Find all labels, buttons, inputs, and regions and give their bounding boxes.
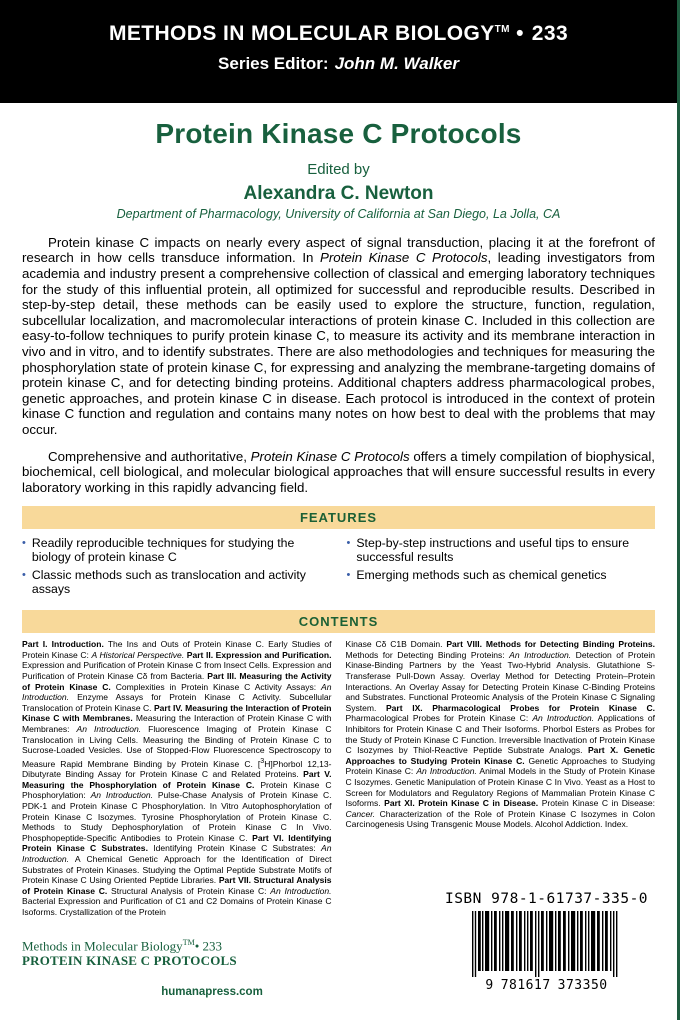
series-editor-line bbox=[0, 54, 677, 74]
description-paragraph-2 bbox=[22, 449, 655, 496]
series-editor-name: John M. Walker bbox=[334, 54, 459, 74]
feature-text: Classic methods such as translocation and activity assays bbox=[31, 568, 306, 597]
trademark-symbol: TM bbox=[494, 24, 510, 35]
bullet-icon: • bbox=[346, 569, 351, 582]
feature-text: Emerging methods such as chemical genetics bbox=[356, 568, 607, 583]
series-volume: 233 bbox=[531, 22, 569, 45]
description-paragraph-1 bbox=[22, 235, 655, 438]
series-separator: • bbox=[516, 22, 526, 45]
isbn-area bbox=[444, 891, 649, 994]
contents-right-column: Kinase Cδ C1B Domain. Part VIII. Methods for Detecting Binding Proteins. Methods for Detecting Binding Proteins: An Introduction. Detection of Protein Kinase-Binding Partners by the Yeast Two-Hybrid Analysis. Glutathione S-Transferase Pull-Down Assay. Overlay Method for Detecting Protein–Protein Interactions. An Overlay Assay for Detecting Protein Kinase C-Binding Proteins and Substrates. Functional Proteomic Analysis of the Protein Kinase C Signaling System. Part IX. Pharmacological Probes for Protein Kinase C. Pharmacological Probes for Protein Kinase C: An Introduction. Applications of Inhibitors for Protein Kinase C and Their Isoforms. Phorbol Esters as Probes for the Study of Protein Kinase C Function. Irreversible Inactivation of Protein Kinase C Isozymes by Thiol-Reactive Peptide Substrate Analogs. Part X. Genetic Approaches to Studying Protein Kinase C. Genetic Approaches to Studying Protein Kinase C: An Introduction. Animal Models in the Study of Protein Kinase C Isozymes. Genetic Manipulation of Protein Kinase C In Vivo. Yeast as a Host to Screen for Modulators and Regulatory Regions of Mammalian Protein Kinase C Isoforms. Part XI. Protein Kinase C in Disease. Protein Kinase C in Disease: Cancer. Characterization of the Role of Protein Kinase C Isozymes in Colon Carcinogenesis Using Transgenic Mouse Models. Alcohol Addiction. Index. bbox=[345, 639, 656, 830]
desc-p1-part2: , leading investigators from academia and industry present a comprehensive collection of classical and emerging laboratory techniques for the study of this influential protein, all optimized for successful and reproducible results. Described in step-by-step detail, these methods can be easily used to explore the structure, function, regulation, subcellular localization, and macromolecular interactions of protein kinase C. Included in this collection are easy-to-follow techniques to purify protein kinase C, to measure its activity and its membrane interaction in vivo and in vitro, and to identify substrates. There are also methodologies and techniques for measuring the phosphorylation state of protein kinase C, for expressing and analyzing the membrane-targeting domains of protein kinase C, and for detecting binding proteins. Additional chapters address pharmacological probes, genetic approaches, and protein kinase C in disease. Each protocol is introduced in the context of protein kinase C function and regulation and contains many notes on how best to deal with the problems that may occur. bbox=[22, 250, 655, 437]
bullet-icon: • bbox=[22, 537, 26, 550]
features-list bbox=[22, 536, 655, 600]
desc-p2-part1: Comprehensive and authoritative, bbox=[48, 448, 251, 464]
barcode bbox=[472, 911, 622, 993]
series-title-line bbox=[0, 22, 677, 45]
list-item bbox=[347, 536, 656, 564]
list-item bbox=[347, 568, 656, 582]
series-editor-label: Series Editor: bbox=[218, 54, 329, 74]
feature-text: Step-by-step instructions and useful tips to ensure successful results bbox=[356, 536, 630, 565]
trademark-symbol: TM bbox=[182, 937, 195, 947]
series-title: METHODS IN MOLECULAR BIOLOGY bbox=[108, 22, 495, 45]
features-left-column bbox=[22, 536, 331, 600]
bullet-icon: • bbox=[346, 537, 351, 550]
edited-by-label: Edited by bbox=[307, 160, 370, 178]
title-block bbox=[0, 103, 677, 221]
desc-p2-italic: Protein Kinase C Protocols bbox=[250, 448, 410, 464]
isbn-text bbox=[444, 891, 649, 907]
contents-left-column: Part I. Introduction. The Ins and Outs of Protein Kinase C. Early Studies of Protein Kinase C: A Historical Perspective. Part II. Expression and Purification. Expression and Purification of Protein Kinase C from Insect Cells. Expression and Purification of Protein Kinase Cδ from Bacteria. Part III. Measuring the Activity of Protein Kinase C. Complexities in Protein Kinase C Activity Assays: An Introduction. Enzyme Assays for Protein Kinase C Activity. Subcellular Translocation of Protein Kinase C. Part IV. Measuring the Interaction of Protein Kinase C with Membranes. Measuring the Interaction of Protein Kinase C with Membranes: An Introduction. Fluorescence Imaging of Protein Kinase C Translocation in Living Cells. Measuring the Binding of Protein Kinase C to Sucrose-Loaded Vesicles. Use of Stopped-Flow Fluorescence Spectroscopy to Measure Rapid Membrane Binding by Protein Kinase C. [$^3$H]Phorbol 12,13-Dibutyrate Binding Assay for Protein Kinase C and Related Proteins. Part V. Measuring the Phosphorylation of Protein Kinase C. Protein Kinase C Phosphorylation: An Introduction. Pulse-Chase Analysis of Protein Kinase C. PDK-1 and Protein Kinase C Phosphorylation. In Vitro Autophosphorylation of Protein Kinase C Isozymes. Tyrosine Phosphorylation of Protein Kinase C. Methods to Study Dephosphorylation of Protein Kinase C In Vivo. Phosphopeptide-Specific Antibodies to Protein Kinase C. Part VI. Identifying Protein Kinase C Substrates. Identifying Protein Kinase C Substrates: An Introduction. A Chemical Genetic Approach for the Identification of Direct Substrates of Protein Kinases. Studying the Optimal Peptide Substrate Motifs of Protein Kinase C Using Oriented Peptide Libraries. Part VII. Structural Analysis of Protein Kinase C. Structural Analysis of Protein Kinase C: An Introduction. Bacterial Expression and Purification of C1 and C2 Domains of Protein Kinase C Isoforms. Crystallization of the Protein bbox=[22, 639, 332, 917]
isbn-number: 978-1-61737-335-0 bbox=[491, 891, 649, 907]
footer-series-volume: 233 bbox=[202, 938, 222, 953]
features-heading: FEATURES bbox=[22, 506, 655, 529]
description-text bbox=[22, 235, 655, 496]
barcode-digit-left: 9 bbox=[485, 978, 494, 993]
footer-book-title: PROTEIN KINASE C PROTOCOLS bbox=[22, 953, 237, 968]
series-banner bbox=[0, 0, 677, 103]
contents-heading: CONTENTS bbox=[22, 610, 655, 633]
list-item bbox=[22, 536, 331, 564]
isbn-label: ISBN bbox=[444, 891, 482, 907]
page-title: Protein Kinase C Protocols bbox=[155, 118, 522, 149]
features-right-column bbox=[347, 536, 656, 600]
book-editor-name: Alexandra C. Newton bbox=[243, 182, 434, 204]
contents-columns bbox=[22, 639, 655, 917]
barcode-bars-icon bbox=[472, 911, 622, 977]
barcode-digits-mid: 781617 bbox=[500, 978, 551, 993]
footer-series-separator: • bbox=[194, 938, 200, 953]
barcode-digits-right: 373350 bbox=[557, 978, 608, 993]
bullet-icon: • bbox=[22, 569, 26, 582]
list-item bbox=[22, 568, 331, 596]
barcode-digits bbox=[472, 978, 622, 993]
feature-text: Readily reproducible techniques for studying the biology of protein kinase C bbox=[31, 536, 295, 565]
publisher-website[interactable]: humanapress.com bbox=[161, 986, 263, 998]
desc-p1-part1: Protein kinase C impacts on nearly every aspect of signal transduction, placing it at the forefront of research in how cells transduce information. In bbox=[22, 234, 655, 266]
desc-p1-italic: Protein Kinase C Protocols bbox=[319, 250, 488, 266]
footer-series-title: Methods in Molecular Biology bbox=[22, 938, 183, 953]
book-editor-affiliation: Department of Pharmacology, University of California at San Diego, La Jolla, CA bbox=[116, 206, 561, 221]
desc-p2-part2: offers a timely compilation of biophysical, biochemical, cell biological, and molecular biological approaches that will ensure successful results in every laboratory working in this rapidly advancing field. bbox=[22, 448, 655, 495]
